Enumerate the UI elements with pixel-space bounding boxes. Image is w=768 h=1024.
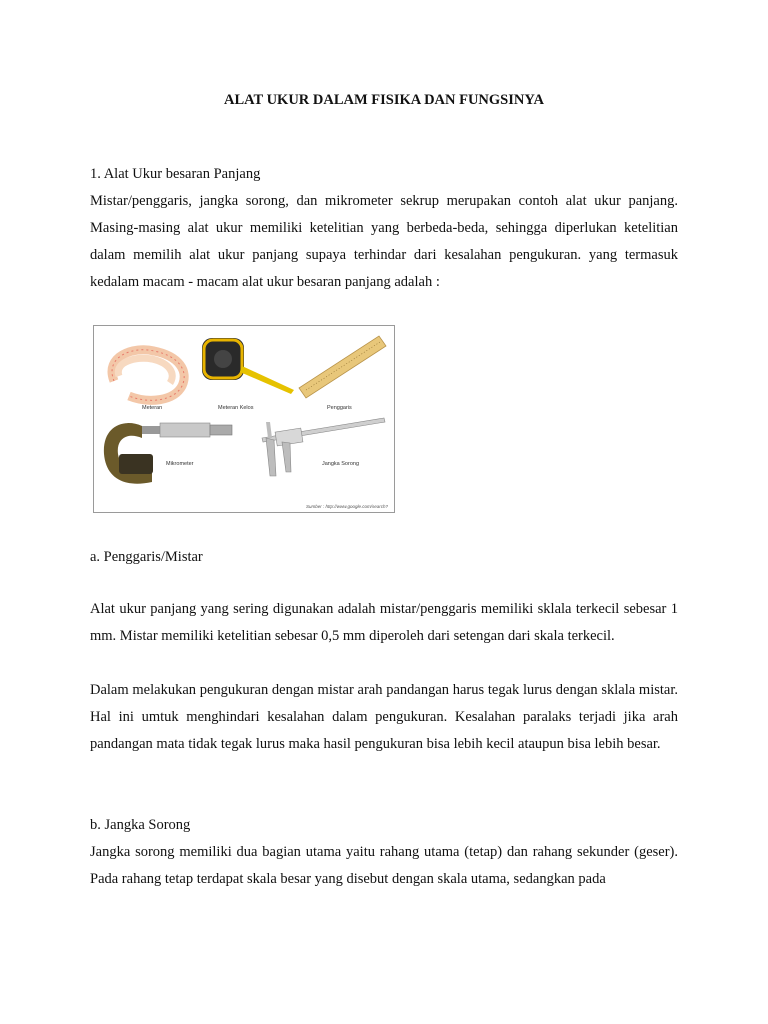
vernier-caliper-icon: [262, 418, 385, 476]
section-1-paragraph: Mistar/penggaris, jangka sorong, dan mikrometer sekrup merupakan contoh alat ukur panjang. Masing-masing alat ukur memiliki ketelitian yang berbeda-beda, sehingga diperlukan ketelitian dalam memilih alat ukur panjang supaya terhindar dari kesalahan pengukuran. yang termasuk kedalam macam - macam alat ukur besaran panjang adalah :: [90, 193, 678, 290]
tape-measure-reel-icon: [202, 338, 294, 394]
caption-penggaris: Penggaris: [327, 405, 352, 411]
section-a-paragraph-2: Dalam melakukan pengukuran dengan mistar arah pandangan harus tegak lurus dengan sklala mistar. Hal ini umtuk menghindari kesalahan dalam pengukuran. Kesalahan paralaks terjadi jika arah pandangan mata tidak tegak lurus maka hasil pengukuran bisa lebih kecil ataupun bisa lebih besar.: [90, 682, 678, 752]
section-1-heading: 1. Alat Ukur besaran Panjang: [90, 166, 261, 182]
caption-meteran: Meteran: [142, 405, 163, 411]
tape-measure-icon: [112, 350, 184, 401]
caption-mikrometer: Mikrometer: [166, 461, 194, 467]
micrometer-icon: [104, 423, 232, 484]
figure-source: Sumber : http://www.google.com/search?: [305, 504, 388, 509]
measuring-tools-figure: [93, 325, 395, 513]
section-a-paragraph-1: Alat ukur panjang yang sering digunakan adalah mistar/penggaris memiliki sklala terkecil sebesar 1 mm. Mistar memiliki ketelitian sebesar 0,5 mm diperoleh dari setengan dari skala terkecil.: [90, 601, 678, 644]
caption-jangka-sorong: Jangka Sorong: [322, 461, 359, 467]
document-title: ALAT UKUR DALAM FISIKA DAN FUNGSINYA: [224, 92, 544, 108]
ruler-icon: [299, 336, 386, 398]
section-b-heading: b. Jangka Sorong: [90, 817, 191, 833]
measuring-tools-illustration: [94, 326, 394, 512]
section-b-paragraph: Jangka sorong memiliki dua bagian utama yaitu rahang utama (tetap) dan rahang sekunder (geser). Pada rahang tetap terdapat skala besar yang disebut dengan skala utama, sedangkan pada: [90, 844, 678, 887]
section-a-heading: a. Penggaris/Mistar: [90, 549, 203, 565]
caption-meteran-kelos: Meteran Kelos: [218, 405, 254, 411]
